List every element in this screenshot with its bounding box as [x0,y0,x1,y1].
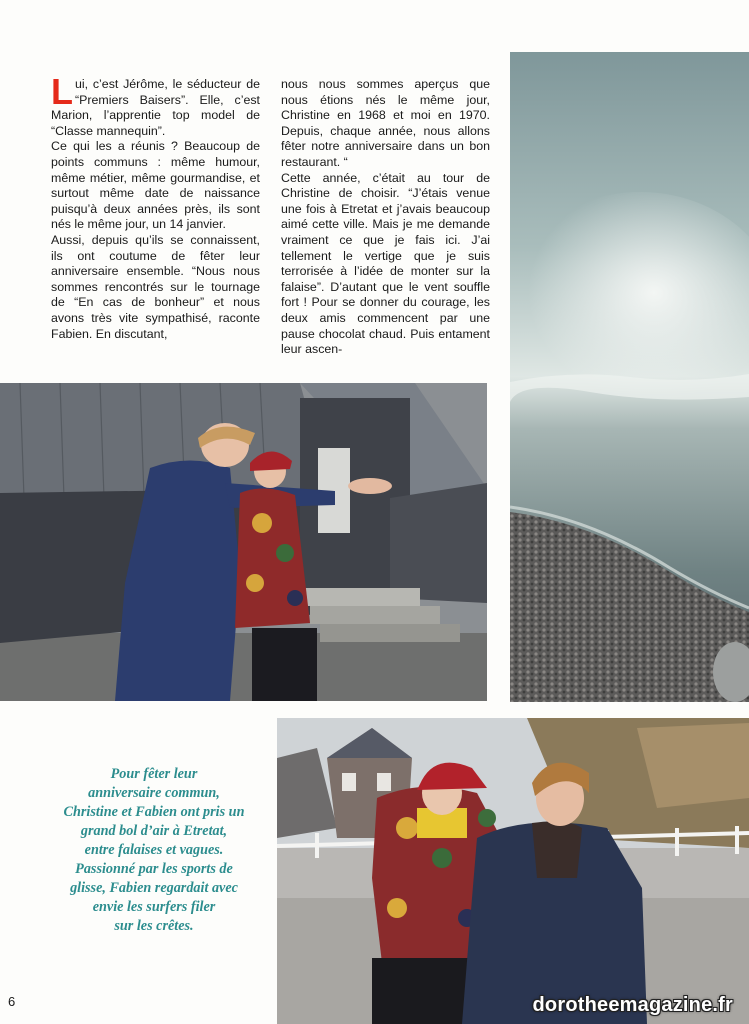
couple-image [277,718,749,1024]
caption-line: sur les crêtes. [114,918,194,934]
photo-sea-waves [510,52,749,702]
cabin-image [0,383,487,701]
article-paragraph-3: Aussi, depuis qu’ils se connaissent, ils ont coutume de fêter leur anniversaire ensemble. “Nous nous sommes rencontrés sur le tournage de “En cas de bonheur” et nous avons très vite sympathisé, raconte Fabien. En discutant, [51,232,260,341]
article-paragraph-5: Cette année, c’était au tour de Christine de choisir. “J’étais venue une fois à Etretat et j’avais beaucoup aimé cette ville. Mais je me demande vraiment ce que je fais ici. J’ai tellement le vertige que je suis terrorisée à l’idée de monter sur la falaise”. D’autant que le vent souffle fort ! Pour se donner du courage, les deux amis commencent par une pause chocolat chaud. Puis entament leur ascen- [281,170,490,357]
article-paragraph-1: Lui, c’est Jérôme, le séducteur de “Premiers Baisers”. Elle, c’est Marion, l’apprentie top model de “Classe mannequin”. [51,71,260,138]
article-column-left [51,71,260,342]
sea-image [510,52,749,702]
article-paragraph-2: Ce qui les a réunis ? Beaucoup de points communs : même humour, même métier, même gourmandise, et surtout même date de naissance puisqu’à deux années près, ils sont nés le même jour, un 14 janvier. [51,139,260,232]
caption-line: grand bol d’air à Etretat, [80,823,228,839]
caption-line: glisse, Fabien regardait avec [70,880,238,896]
drop-cap: L [51,71,73,112]
caption-line: anniversaire commun, [88,785,220,801]
caption-line: Christine et Fabien ont pris un [63,804,245,820]
photo-cabin-pointing [0,383,487,701]
caption-line: Pour fêter leur [110,766,198,782]
site-watermark: dorotheemagazine.fr [532,994,733,1016]
photo-couple-seafront [277,718,749,1024]
article-column-right [281,77,490,358]
caption-line: envie les surfers filer [92,899,216,915]
caption-line: Passionné par les sports de [75,861,233,877]
article-paragraph-4: nous nous sommes aperçus que nous étions nés le même jour, Christine en 1968 et moi en 1970. Depuis, chaque année, nous allons fêter notre anniversaire dans un bon restaurant. “ [281,77,490,169]
page-number: 6 [8,994,16,1009]
caption-line: entre falaises et vagues. [84,842,224,858]
photo-caption [40,765,268,936]
